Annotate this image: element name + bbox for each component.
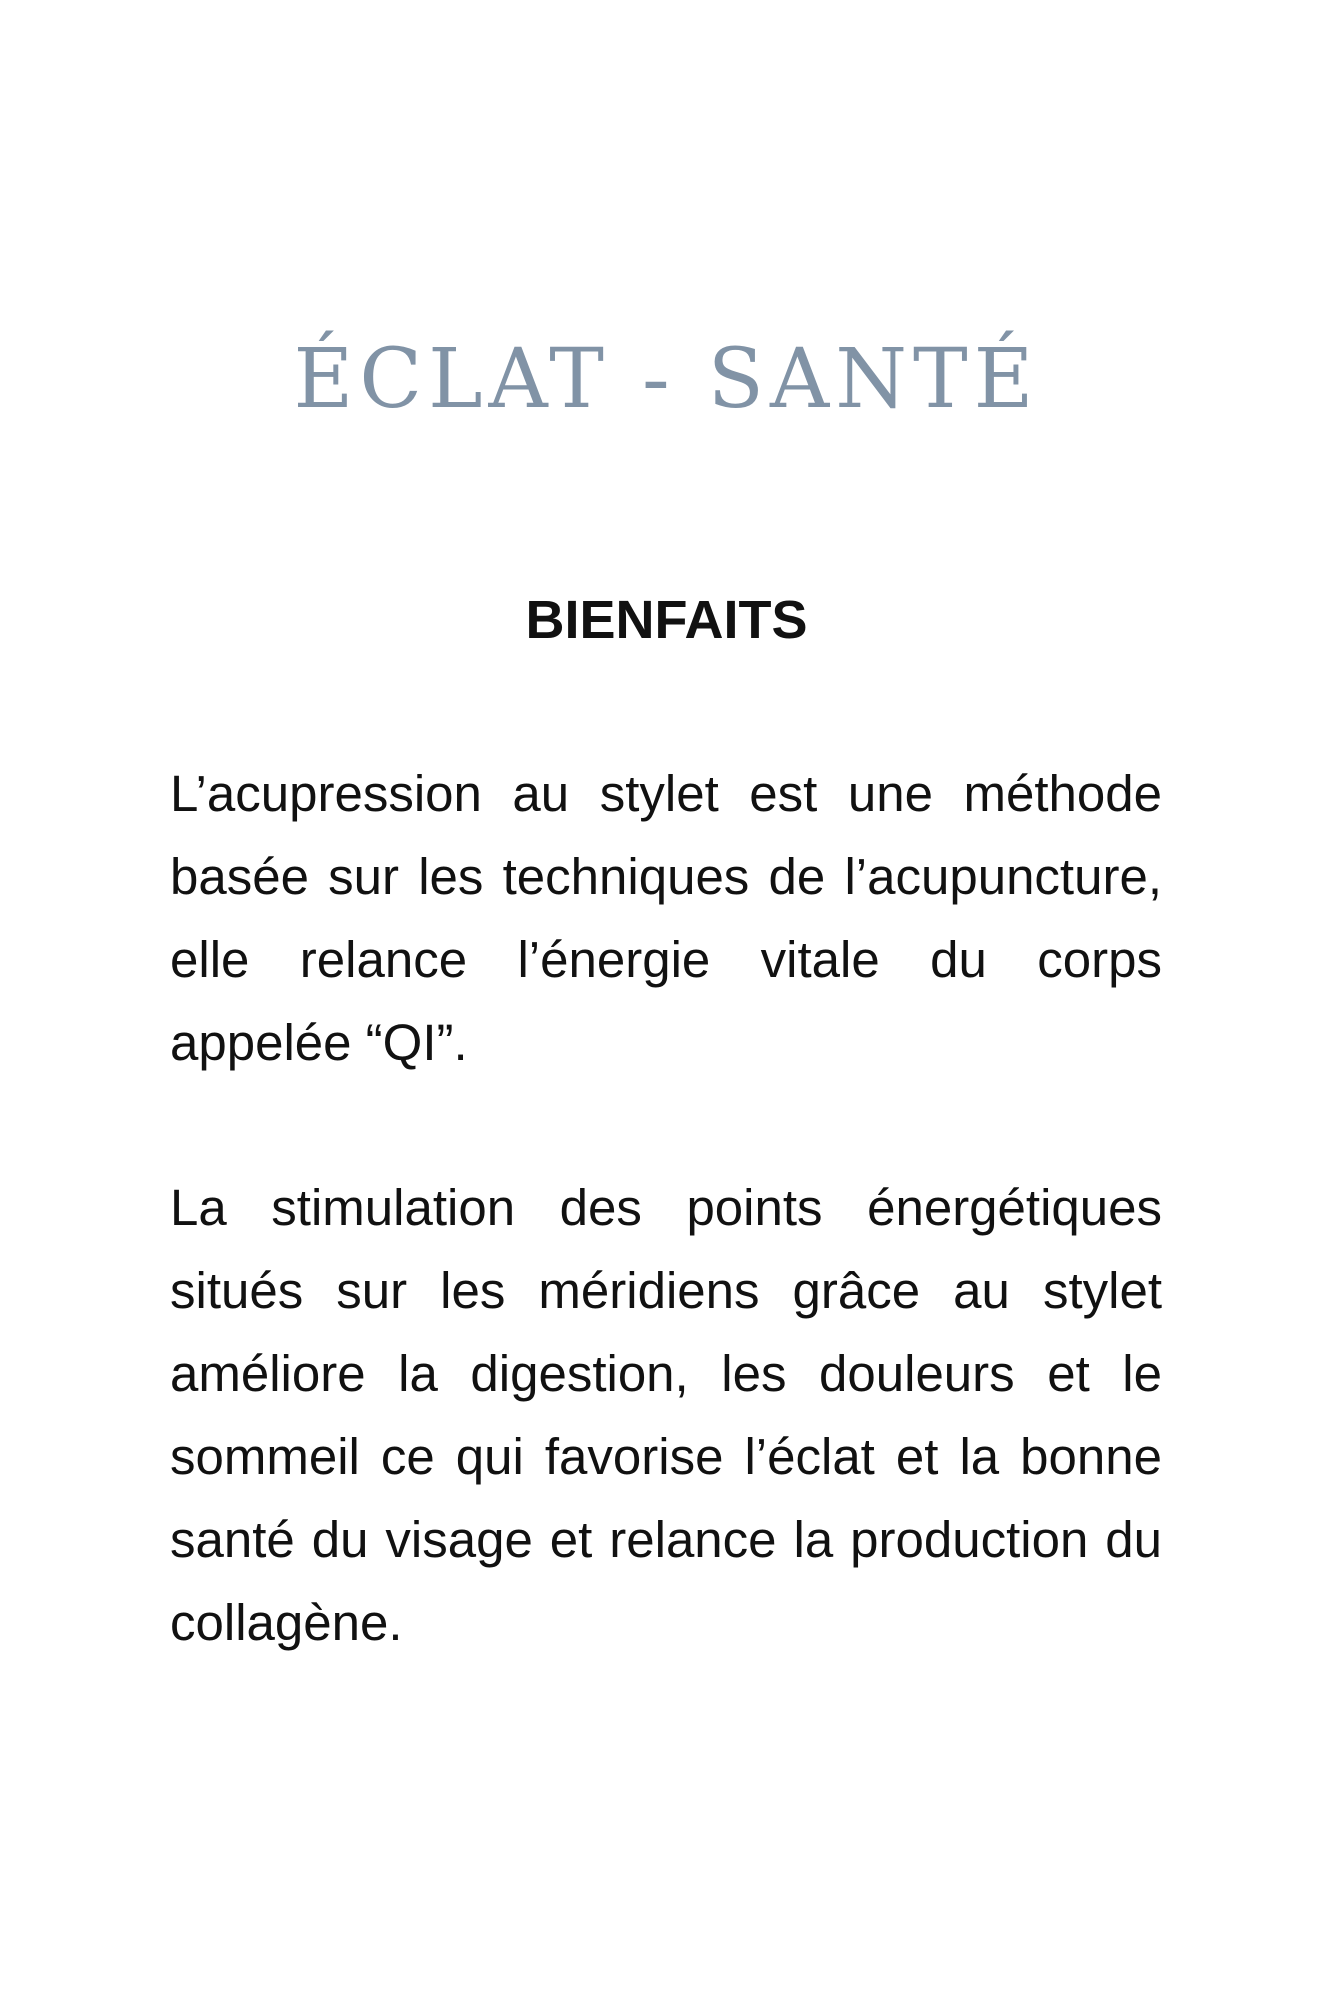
paragraph-acupression: L’acupression au stylet est une méthode basée sur les techniques de l’acupuncture, elle relance l’énergie vitale du corps appelée “QI”. — [170, 765, 1162, 1071]
paragraph-stimulation: La stimulation des points énergétiques situés sur les méridiens grâce au stylet améliore la digestion, les douleurs et le sommeil ce qui favorise l’éclat et la bonne santé du visage et relance la production du collagène. — [170, 1179, 1162, 1651]
section-heading: BIENFAITS — [525, 590, 808, 650]
page-title: ÉCLAT - SANTÉ — [293, 332, 1040, 427]
